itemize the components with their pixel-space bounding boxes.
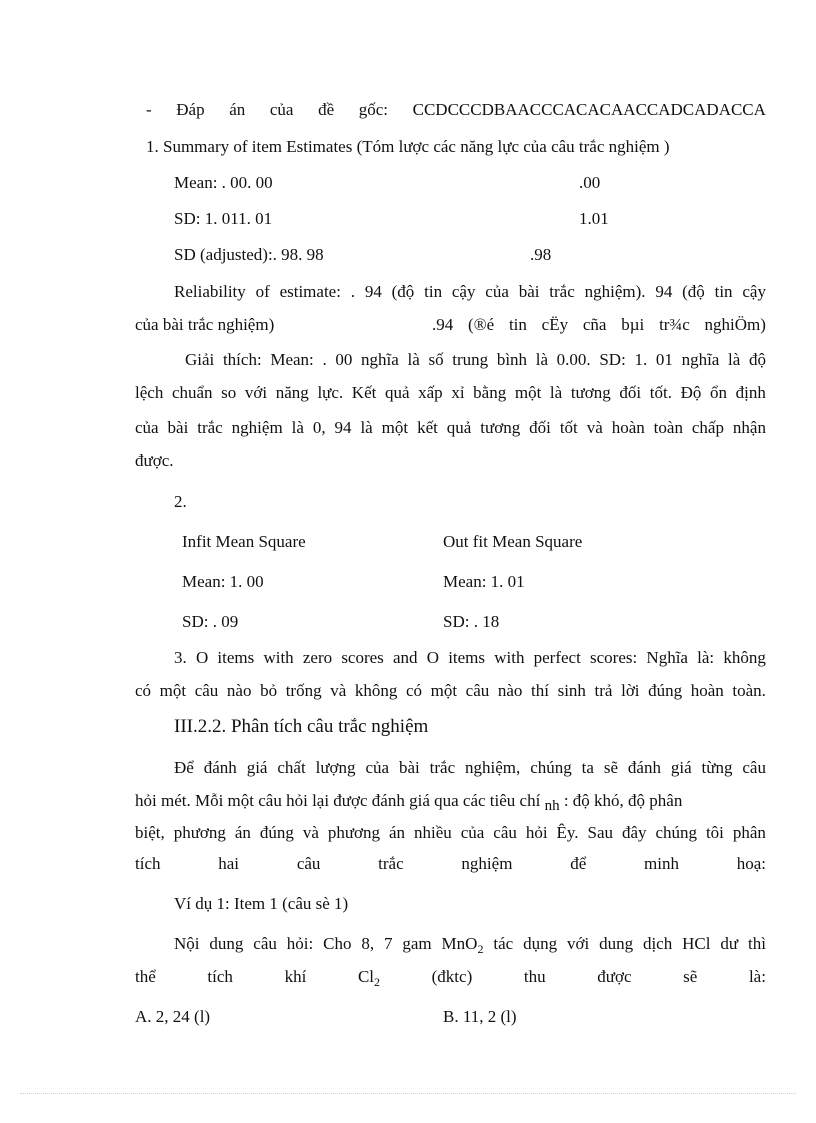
word: của [485, 282, 509, 301]
word: Để [174, 758, 194, 777]
word: có [135, 681, 152, 700]
word: của [460, 823, 485, 842]
word: câu [493, 823, 517, 842]
answer-key-line [146, 100, 766, 120]
word: của [135, 418, 159, 437]
word: xấp [418, 383, 443, 402]
word: trắc [378, 854, 404, 873]
word: lời [621, 681, 640, 700]
word: with [263, 648, 294, 667]
word: lượng [315, 758, 356, 777]
word: 94 [364, 282, 382, 301]
word: tôi [705, 823, 724, 842]
word: dung [599, 934, 634, 953]
word: câu [194, 681, 219, 700]
word: Nghĩa [646, 648, 688, 667]
word: đúng [648, 681, 683, 700]
word: của [365, 758, 390, 777]
word: scores [341, 648, 384, 667]
word: tr¾c [659, 315, 690, 334]
word: xỉ [451, 383, 465, 402]
word: gam [402, 934, 432, 953]
analysis-line3 [135, 823, 766, 843]
reliability-line1 [174, 282, 766, 302]
outfit-sd: SD: . 18 [443, 612, 500, 631]
word: . [322, 350, 327, 369]
word: .94 [432, 315, 454, 334]
word: hoạ: [736, 854, 766, 873]
word: tin [714, 282, 733, 301]
mno-formula: MnO$_2$ [441, 934, 484, 956]
word: ổn [709, 383, 727, 402]
question-line2-w3: khí [284, 967, 307, 986]
word: câu [253, 934, 277, 953]
sd-label: SD: 1. 011. 01 [174, 209, 273, 228]
word: và [586, 418, 603, 437]
cl2-formula: $Cl_2$ [357, 967, 380, 989]
word: nghiệm [461, 854, 513, 873]
word: . [350, 282, 356, 301]
word: ta [581, 758, 594, 777]
word: SD: [599, 350, 626, 369]
word: thí [531, 681, 549, 700]
word: của [269, 100, 294, 119]
word: với [566, 934, 590, 953]
word: là: [697, 648, 715, 667]
word: cậy [451, 282, 476, 301]
word: chuẩn [171, 383, 213, 402]
word: giá [246, 758, 268, 777]
word: 7 [383, 934, 393, 953]
word: (độ [682, 282, 705, 301]
word: một [430, 681, 458, 700]
explanation-line3 [135, 418, 766, 438]
word: and [392, 648, 418, 667]
word: dung [209, 934, 244, 953]
sd-adjusted-value: .98 [530, 245, 552, 264]
word: bài [398, 758, 420, 777]
word: trung [452, 350, 489, 369]
word: sẽ [603, 758, 618, 777]
analysis-line2 [135, 791, 682, 816]
explanation-line4: được. [135, 451, 174, 470]
word: (®é [468, 315, 495, 334]
word: tương [480, 418, 521, 437]
word: nghĩa [361, 350, 399, 369]
word: tin [424, 282, 443, 301]
word: nghiệm). [584, 282, 646, 301]
word: Mean: [270, 350, 314, 369]
word: trắc [197, 418, 223, 437]
word: tốt. [649, 383, 672, 402]
word: Nội [174, 934, 200, 953]
word: gốc: [358, 100, 389, 119]
word: chấp [691, 418, 724, 437]
word: bằng [473, 383, 507, 402]
word: so [221, 383, 237, 402]
infit-mean: Mean: 1. 00 [182, 572, 264, 591]
word: Giải [185, 350, 215, 369]
word: là [291, 418, 304, 437]
word: câu [465, 681, 490, 700]
word: hỏi: [286, 934, 314, 953]
word: dụng [523, 934, 558, 953]
analysis-line2-pre: hỏi mét. Mỗi một câu hỏi lại được đánh giá qua các tiêu chí [135, 791, 541, 810]
word: trống [285, 681, 322, 700]
word: Kết [351, 383, 377, 402]
word: nào [226, 681, 252, 700]
option-b: B. 11, 2 (l) [443, 1007, 517, 1026]
word: 3. [174, 648, 187, 667]
word: Reliability [174, 282, 246, 301]
word: HCl [682, 934, 711, 953]
word: kết [417, 418, 438, 437]
word: hoàn [611, 418, 645, 437]
word: quả [384, 383, 410, 402]
word: Cho [323, 934, 352, 953]
word: một [381, 418, 409, 437]
word: là [535, 350, 548, 369]
question-line2-w6: thu [523, 967, 546, 986]
word: án [234, 823, 251, 842]
word: cËy [541, 315, 569, 334]
word: biệt, [135, 823, 165, 842]
word: nào [497, 681, 523, 700]
word: lực. [317, 383, 344, 402]
word: đối [529, 418, 551, 437]
word: 94 [334, 418, 352, 437]
section1-title: 1. Summary of item Estimates (Tóm lược các năng lực của câu trắc nghiệm ) [146, 137, 670, 156]
word: toàn [653, 418, 683, 437]
word: trắc [429, 758, 456, 777]
explanation-line1 [185, 350, 766, 370]
word: án [229, 100, 246, 119]
word: và [330, 681, 347, 700]
word: cña [582, 315, 607, 334]
word: dư [720, 934, 739, 953]
outfit-mean: Mean: 1. 01 [443, 572, 525, 591]
word: nhận [732, 418, 766, 437]
mean-value: .00 [579, 173, 601, 192]
word: số [428, 350, 444, 369]
word: không [354, 681, 398, 700]
word: đánh [203, 758, 237, 777]
section-heading: III.2.2. Phân tích câu trắc nghiệm [174, 716, 429, 737]
word: items [217, 648, 255, 667]
sd-value: 1.01 [579, 209, 609, 228]
word: tích [135, 854, 161, 873]
word: từng [701, 758, 733, 777]
word: trả [594, 681, 613, 700]
analysis-line2-small: nh [544, 798, 560, 814]
question-line2-w2: tích [207, 967, 233, 986]
word: 94 [655, 282, 673, 301]
infit-sd: SD: . 09 [182, 612, 239, 631]
word: tốt [559, 418, 578, 437]
word: 01 [655, 350, 673, 369]
word: 8, [361, 934, 375, 953]
option-a: A. 2, 24 (l) [135, 1007, 211, 1026]
word: bỏ [260, 681, 278, 700]
word: chúng [655, 823, 697, 842]
word: O [195, 648, 209, 667]
question-line2-w8: sẽ [683, 967, 698, 986]
word: hỏi [525, 823, 548, 842]
word: độ [748, 350, 766, 369]
question-line2-w7: được [597, 967, 632, 986]
word: một [514, 383, 542, 402]
word: phương [327, 823, 381, 842]
word: tin [508, 315, 527, 334]
word: nhiều [414, 823, 452, 842]
word: câu [296, 854, 321, 873]
word: bµi [621, 315, 645, 334]
word: với [244, 383, 268, 402]
word: (độ [391, 282, 415, 301]
sd-adjusted-label: SD (adjusted):. 98. 98 [174, 245, 324, 264]
word: 0.00. [556, 350, 591, 369]
word: nghiệm, [465, 758, 521, 777]
word: perfect [533, 648, 581, 667]
example-title: Ví dụ 1: Item 1 (câu sè 1) [174, 894, 349, 913]
word: năng [275, 383, 309, 402]
question-line1 [174, 934, 766, 954]
word: Êy. [556, 823, 579, 842]
question-line2-w9: là: [748, 967, 766, 986]
word: đây [621, 823, 647, 842]
word: giá [670, 758, 692, 777]
word: trắc [549, 282, 575, 301]
word: có [405, 681, 422, 700]
word: là [549, 383, 563, 402]
word: toàn. [732, 681, 766, 700]
word: 00 [335, 350, 353, 369]
word: án [389, 823, 406, 842]
word: of [255, 282, 270, 301]
question-line2 [135, 967, 766, 987]
word: - [146, 100, 152, 119]
word: nghiÖm) [704, 315, 766, 334]
word: Độ [680, 383, 702, 402]
word: là [360, 418, 373, 437]
word: quả [446, 418, 472, 437]
reliability-line2-left: của bài trắc nghiệm) [135, 315, 275, 334]
word: Sau [587, 823, 613, 842]
word: chúng [530, 758, 572, 777]
explanation-line2 [135, 383, 766, 403]
word: chất [277, 758, 306, 777]
analysis-line2-post: : độ khó, độ phân [563, 791, 683, 810]
word: lệch [135, 383, 164, 402]
word: scores: [590, 648, 638, 667]
page-bottom-rule [20, 1093, 796, 1094]
outfit-title: Out fit Mean Square [443, 532, 583, 551]
analysis-line1 [174, 758, 766, 778]
word: nghiệm [231, 418, 283, 437]
word: hoàn [690, 681, 724, 700]
word: estimate: [279, 282, 341, 301]
word: with [494, 648, 525, 667]
word: dịch [642, 934, 673, 953]
word: không [723, 648, 766, 667]
word: sinh [557, 681, 586, 700]
word: đối [619, 383, 642, 402]
analysis-line4 [135, 854, 766, 874]
word: bài [518, 282, 540, 301]
word: bài [167, 418, 189, 437]
word: cậy [742, 282, 766, 301]
word: đề [318, 100, 335, 119]
word: tác [493, 934, 514, 953]
word: một [159, 681, 187, 700]
word: Đáp [176, 100, 205, 119]
word: thích: [222, 350, 262, 369]
word: 1. [634, 350, 648, 369]
section2-number: 2. [174, 492, 187, 511]
word: zero [302, 648, 333, 667]
word: bình [496, 350, 528, 369]
word: là [407, 350, 420, 369]
question-line2-w5: (đktc) [431, 967, 473, 986]
word: phương [173, 823, 226, 842]
mean-label: Mean: . 00. 00 [174, 173, 273, 192]
word: nghĩa [681, 350, 720, 369]
word: CCDCCCDBAACCCACACAACCADCADACCA [412, 100, 766, 119]
word: 0, [312, 418, 326, 437]
word: hai [218, 854, 240, 873]
word: để [570, 854, 587, 873]
word: minh [644, 854, 679, 873]
infit-title: Infit Mean Square [182, 532, 306, 551]
word: câu [742, 758, 766, 777]
word: đánh [627, 758, 661, 777]
word: phân [732, 823, 766, 842]
word: đúng [259, 823, 294, 842]
word: là [728, 350, 741, 369]
word: O [426, 648, 439, 667]
word: định [735, 383, 766, 402]
section3-line1 [174, 648, 766, 668]
question-line2-w1: thể [135, 967, 156, 986]
word: tương [570, 383, 611, 402]
word: items [448, 648, 486, 667]
word: thì [747, 934, 766, 953]
word: và [302, 823, 319, 842]
section3-line2 [135, 681, 766, 701]
reliability-line2-right [432, 315, 766, 335]
